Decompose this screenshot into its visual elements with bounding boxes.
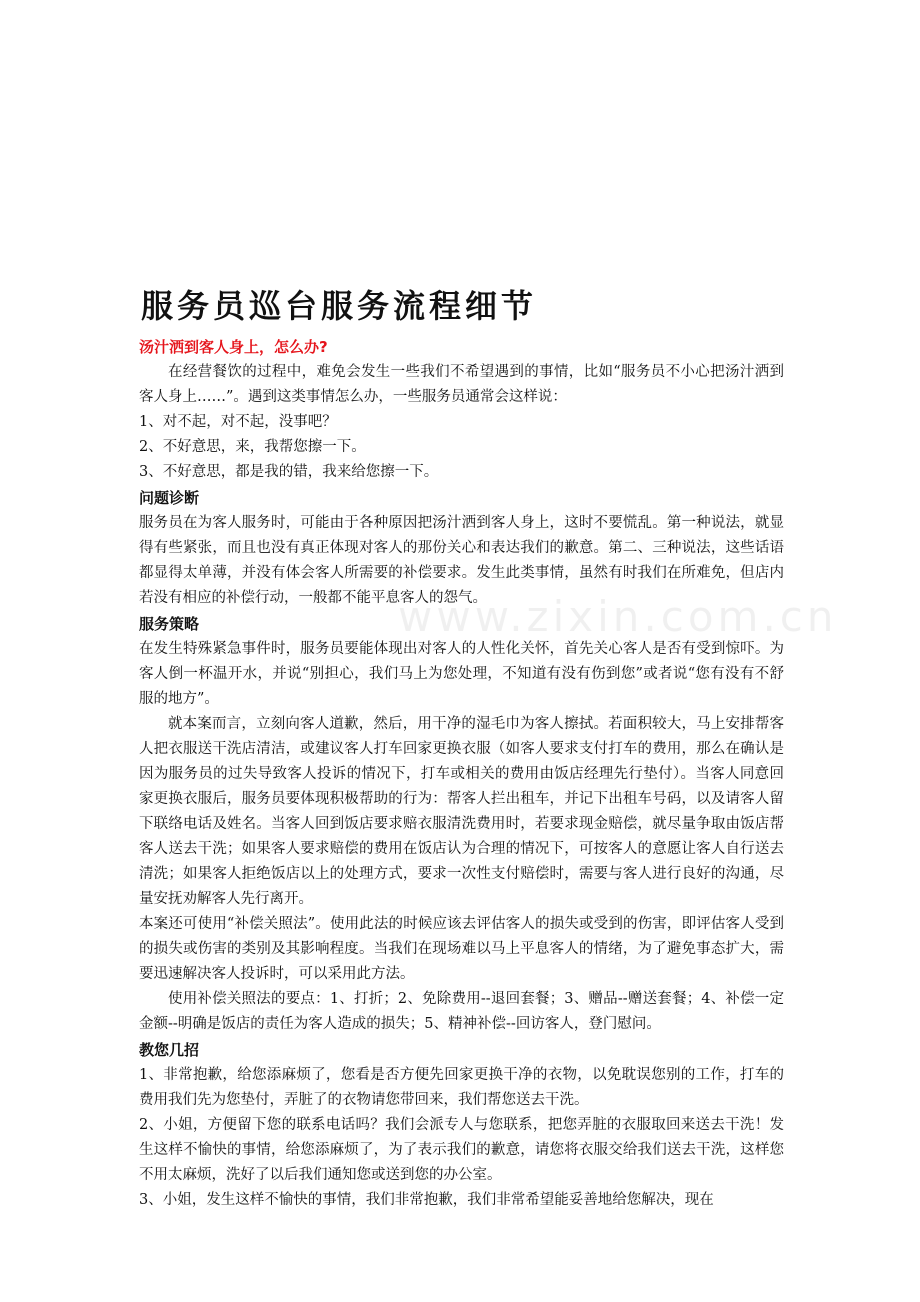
document-title: 服务员巡台服务流程细节: [141, 287, 538, 325]
tip-item: 3、小姐，发生这样不愉快的事情，我们非常抱歉，我们非常希望能妥善地给您解决，现在: [139, 1192, 714, 1208]
document-page: [139, 284, 784, 1213]
tip-item: 1、非常抱歉，给您添麻烦了，您看是否方便先回家更换干净的衣物，以免耽误您别的工作，打车的费用我们先为您垫付，弄脏了的衣物请您带回来，我们帮您送去干洗。: [139, 1067, 784, 1108]
response-item: 3、不好意思，都是我的错，我来给您擦一下。: [139, 464, 439, 480]
response-item: 1、对不起，对不起，没事吧？: [139, 414, 337, 430]
strategy-paragraph: 就本案而言，立刻向客人道歉，然后，用干净的湿毛巾为客人擦拭。若面积较大，马上安排帮客人把衣服送干洗店清洁，或建议客人打车回家更换衣服（如客人要求支付打车的费用，那么在确认是因为服务员的过失导致客人投诉的情况下，打车或相关的费用由饭店经理先行垫付）。当客人同意回家更换衣服后，服务员要体现积极帮助的行为：帮客人拦出租车，并记下出租车号码，以及请客人留下联络电话及姓名。当客人回到饭店要求赔衣服清洗费用时，若要求现金赔偿，就尽量争取由饭店帮客人送去干洗；如果客人要求赔偿的费用在饭店认为合理的情况下，可按客人的意愿让客人自行送去清洗；如果客人拒绝饭店以上的处理方式，要求一次性支付赔偿时，需要与客人进行良好的沟通，尽量安抚劝解客人先行离开。: [139, 716, 784, 907]
intro-paragraph: 在经营餐饮的过程中，难免会发生一些我们不希望遇到的事情，比如“服务员不小心把汤汁洒到客人身上……”。遇到这类事情怎么办，一些服务员通常会这样说：: [139, 364, 784, 405]
tip-item: 2、小姐，方便留下您的联系电话吗？我们会派专人与您联系，把您弄脏的衣服取回来送去干洗！发生这样不愉快的事情，给您添麻烦了，为了表示我们的歉意，请您将衣服交给我们送去干洗，这样您不用太麻烦，洗好了以后我们通知您或送到您的办公室。: [139, 1117, 784, 1183]
section-subtitle: 汤汁洒到客人身上，怎么办?: [139, 338, 328, 356]
strategy-paragraph: 在发生特殊紧急事件时，服务员要能体现出对客人的人性化关怀，首先关心客人是否有受到惊吓。为客人倒一杯温开水，并说“别担心，我们马上为您处理，不知道有没有伤到您”或者说“您有没有不舒服的地方”。: [139, 641, 784, 707]
diagnosis-paragraph: 服务员在为客人服务时，可能由于各种原因把汤汁洒到客人身上，这时不要慌乱。第一种说法，就显得有些紧张，而且也没有真正体现对客人的那份关心和表达我们的歉意。第二、三种说法，这些话语都显得太单薄，并没有体会客人所需要的补偿要求。发生此类事情，虽然有时我们在所难免，但店内若没有相应的补偿行动，一般都不能平息客人的怨气。: [139, 515, 784, 606]
strategy-paragraph: 本案还可使用“补偿关照法”。使用此法的时候应该去评估客人的损失或受到的伤害，即评估客人受到的损失或伤害的类别及其影响程度。当我们在现场难以马上平息客人的情绪，为了避免事态扩大，需要迅速解决客人投诉时，可以采用此方法。: [139, 916, 784, 982]
watermark: www.zixin.com.cn: [398, 592, 838, 641]
tips-heading: 教您几招: [139, 1041, 200, 1059]
strategy-paragraph: 使用补偿关照法的要点：1、打折；2、免除费用--退回套餐；3、赠品--赠送套餐；4、补偿一定金额--明确是饭店的责任为客人造成的损失；5、精神补偿--回访客人，登门慰问。: [139, 991, 784, 1032]
diagnosis-heading: 问题诊断: [139, 489, 200, 507]
response-item: 2、不好意思，来，我帮您擦一下。: [139, 439, 366, 455]
strategy-heading: 服务策略: [139, 615, 200, 633]
